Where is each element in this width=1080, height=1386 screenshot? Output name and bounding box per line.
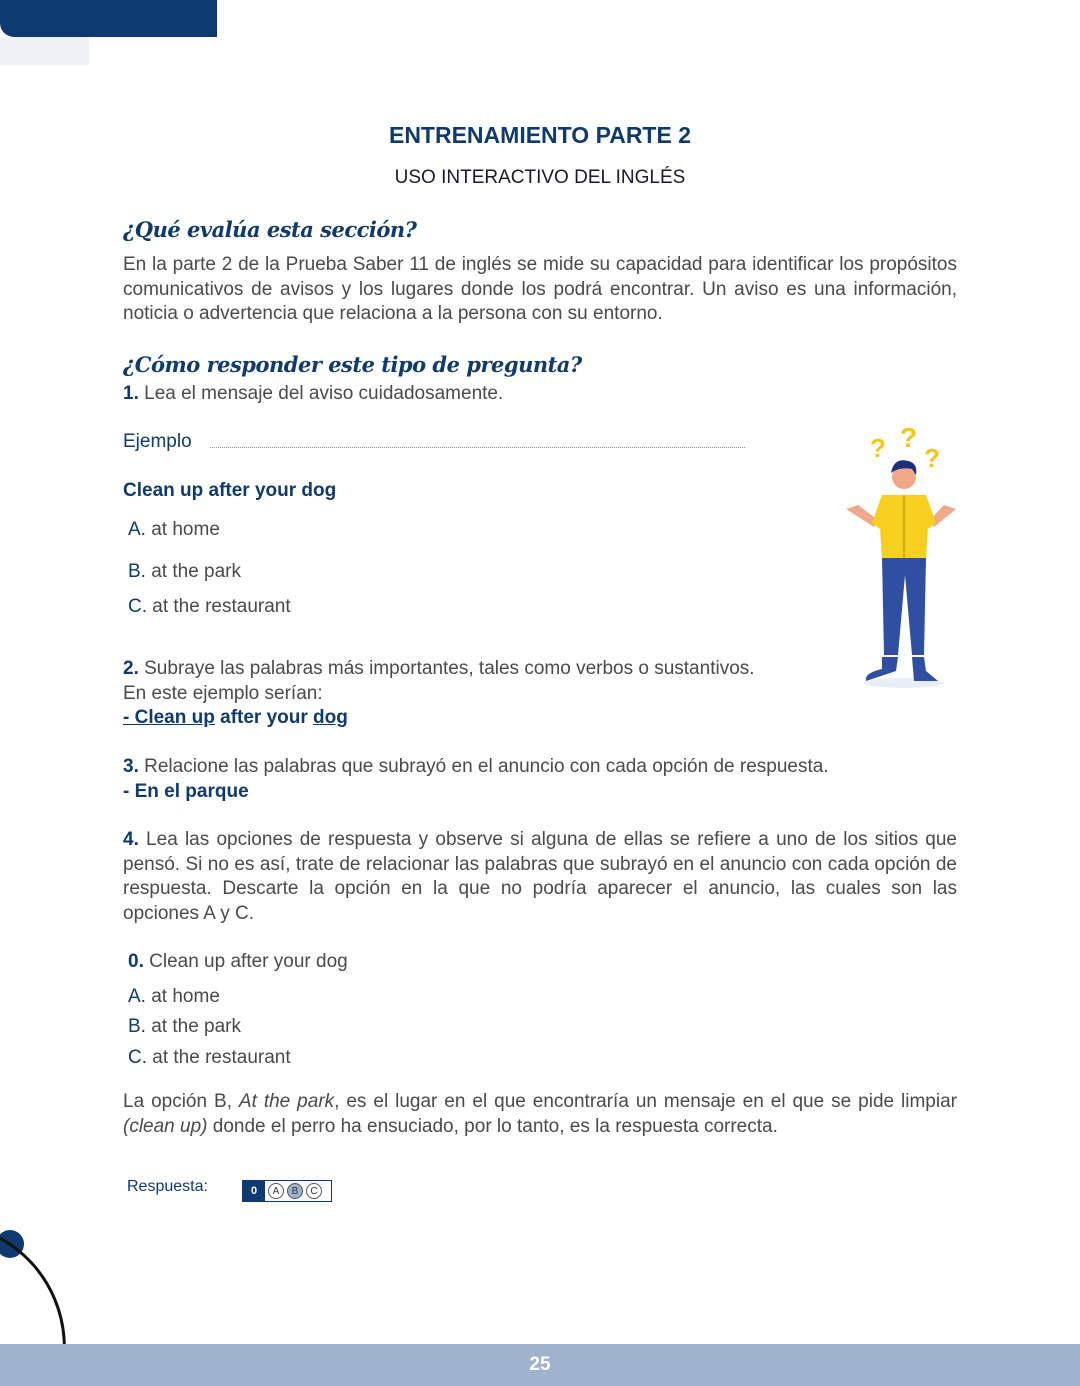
underlined-word: dog: [313, 707, 348, 728]
option-b: B. at the park: [128, 561, 242, 582]
step-3: 3. Relacione las palabras que subrayó en el anuncio con cada opción de respuesta. - En el parque: [123, 756, 829, 802]
option-b: B. at the park: [128, 1016, 242, 1037]
option-a: A. at home: [128, 986, 220, 1007]
step-3-answer: - En el parque: [123, 780, 249, 802]
svg-text:?: ?: [900, 425, 918, 453]
section-body: En la parte 2 de la Prueba Saber 11 de inglés se mide su capacidad para identificar los propósitos comunicativos de avisos y los lugares donde los podrá encontrar. Un aviso es una información, noticia o advertencia que relaciona a la persona con su entorno.: [123, 254, 957, 324]
conclusion: La opción B, At the park, es el lugar en el que encontraría un mensaje en el que se pide limpiar (clean up) donde el perro ha ensuciado, por lo tanto, es la respuesta correcta.: [123, 1091, 957, 1137]
svg-text:?: ?: [924, 443, 940, 473]
option-c: C. at the restaurant: [128, 1047, 291, 1068]
option-c: C. at the restaurant: [128, 596, 291, 617]
question-0: 0. Clean up after your dog: [128, 951, 348, 972]
top-banner: [0, 0, 217, 37]
top-banner-accent: [0, 37, 89, 65]
svg-text:?: ?: [870, 433, 886, 463]
answer-label: Respuesta:: [127, 1178, 208, 1195]
question-number: 0: [243, 1181, 265, 1201]
underlined-words: - Clean up: [123, 707, 215, 728]
page-subtitle: USO INTERACTIVO DEL INGLÉS: [394, 167, 686, 188]
answer-bubble-a: A: [268, 1183, 284, 1199]
step-1: [123, 382, 957, 407]
section-heading-how: ¿Cómo responder este tipo de pregunta?: [123, 352, 582, 377]
step-number: 1.: [123, 383, 139, 404]
step-4: 4. Lea las opciones de respuesta y observe si alguna de ellas se refiere a uno de los sitios que pensó. Si no es así, trate de relacionar las palabras que subrayó en el anuncio con cada opción de respuesta. Descarte la opción en la que no podría aparecer el anuncio, las cuales son las opciones A y C.: [123, 829, 957, 924]
answer-bubble-c: C: [306, 1183, 322, 1199]
section-heading-evaluation: ¿Qué evalúa esta sección?: [123, 217, 417, 242]
step-2: 2. Subraye las palabras más importantes, tales como verbos o sustantivos. En este ejemplo serían: - Clean up after your dog: [123, 658, 755, 728]
example-notice: Clean up after your dog: [123, 480, 337, 501]
answer-bubble-b-selected: B: [287, 1183, 303, 1199]
page-number: 25: [0, 1344, 1080, 1386]
page-title: ENTRENAMIENTO PARTE 2: [388, 122, 691, 148]
dotted-divider: [210, 447, 745, 448]
step-text: Lea el mensaje del aviso cuidadosamente.: [138, 383, 504, 404]
answer-sheet: [242, 1180, 332, 1202]
example-label: Ejemplo: [123, 431, 192, 452]
confused-person-illustration: [838, 425, 963, 690]
option-a: A. at home: [128, 519, 220, 540]
